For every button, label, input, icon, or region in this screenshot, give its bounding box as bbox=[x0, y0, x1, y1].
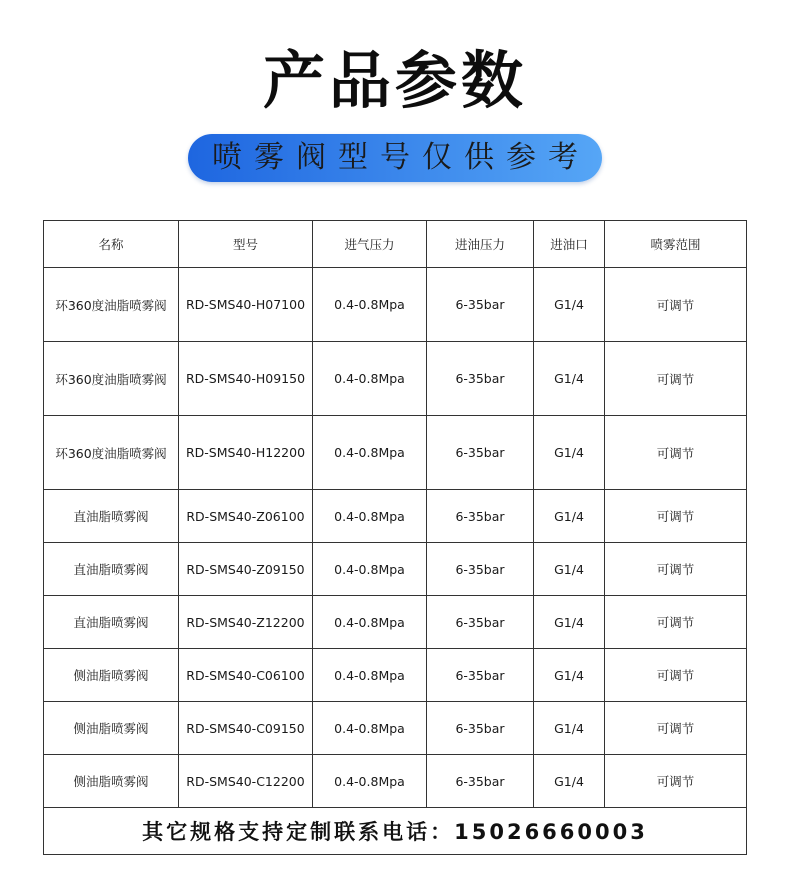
contact-note: 其它规格支持定制联系电话：15026660003 bbox=[44, 808, 747, 855]
cell-model: RD-SMS40-C09150 bbox=[179, 702, 313, 755]
spec-table bbox=[43, 220, 747, 855]
cell-spray-range: 可调节 bbox=[605, 596, 747, 649]
cell-spray-range: 可调节 bbox=[605, 416, 747, 490]
cell-air-pressure: 0.4-0.8Mpa bbox=[313, 342, 427, 416]
cell-model: RD-SMS40-Z06100 bbox=[179, 490, 313, 543]
cell-oil-pressure: 6-35bar bbox=[427, 649, 534, 702]
cell-oil-inlet: G1/4 bbox=[534, 416, 605, 490]
cell-spray-range: 可调节 bbox=[605, 268, 747, 342]
cell-model: RD-SMS40-Z09150 bbox=[179, 543, 313, 596]
cell-oil-inlet: G1/4 bbox=[534, 596, 605, 649]
cell-oil-inlet: G1/4 bbox=[534, 490, 605, 543]
table-row bbox=[44, 649, 747, 702]
cell-name: 环360度油脂喷雾阀 bbox=[44, 416, 179, 490]
cell-name: 直油脂喷雾阀 bbox=[44, 596, 179, 649]
cell-oil-pressure: 6-35bar bbox=[427, 755, 534, 808]
cell-oil-inlet: G1/4 bbox=[534, 649, 605, 702]
cell-air-pressure: 0.4-0.8Mpa bbox=[313, 649, 427, 702]
cell-oil-inlet: G1/4 bbox=[534, 755, 605, 808]
cell-oil-inlet: G1/4 bbox=[534, 268, 605, 342]
column-header-spray-range: 喷雾范围 bbox=[605, 221, 747, 268]
table-row bbox=[44, 702, 747, 755]
subtitle-banner bbox=[188, 134, 602, 182]
cell-spray-range: 可调节 bbox=[605, 649, 747, 702]
cell-oil-pressure: 6-35bar bbox=[427, 268, 534, 342]
cell-name: 直油脂喷雾阀 bbox=[44, 490, 179, 543]
table-row bbox=[44, 596, 747, 649]
cell-model: RD-SMS40-H09150 bbox=[179, 342, 313, 416]
cell-air-pressure: 0.4-0.8Mpa bbox=[313, 268, 427, 342]
cell-name: 环360度油脂喷雾阀 bbox=[44, 342, 179, 416]
cell-name: 侧油脂喷雾阀 bbox=[44, 702, 179, 755]
cell-oil-pressure: 6-35bar bbox=[427, 416, 534, 490]
cell-model: RD-SMS40-C06100 bbox=[179, 649, 313, 702]
cell-model: RD-SMS40-H12200 bbox=[179, 416, 313, 490]
cell-spray-range: 可调节 bbox=[605, 490, 747, 543]
column-header-oil-pressure: 进油压力 bbox=[427, 221, 534, 268]
cell-oil-inlet: G1/4 bbox=[534, 702, 605, 755]
cell-air-pressure: 0.4-0.8Mpa bbox=[313, 596, 427, 649]
cell-oil-pressure: 6-35bar bbox=[427, 596, 534, 649]
column-header-air-pressure: 进气压力 bbox=[313, 221, 427, 268]
cell-spray-range: 可调节 bbox=[605, 342, 747, 416]
cell-model: RD-SMS40-H07100 bbox=[179, 268, 313, 342]
cell-spray-range: 可调节 bbox=[605, 702, 747, 755]
cell-air-pressure: 0.4-0.8Mpa bbox=[313, 416, 427, 490]
table-footer-row bbox=[44, 808, 747, 855]
column-header-oil-inlet: 进油口 bbox=[534, 221, 605, 268]
cell-air-pressure: 0.4-0.8Mpa bbox=[313, 543, 427, 596]
table-row bbox=[44, 268, 747, 342]
table-row bbox=[44, 543, 747, 596]
column-header-model: 型号 bbox=[179, 221, 313, 268]
cell-spray-range: 可调节 bbox=[605, 543, 747, 596]
cell-oil-pressure: 6-35bar bbox=[427, 342, 534, 416]
cell-oil-pressure: 6-35bar bbox=[427, 543, 534, 596]
cell-oil-inlet: G1/4 bbox=[534, 342, 605, 416]
cell-name: 直油脂喷雾阀 bbox=[44, 543, 179, 596]
cell-model: RD-SMS40-C12200 bbox=[179, 755, 313, 808]
cell-air-pressure: 0.4-0.8Mpa bbox=[313, 490, 427, 543]
table-row bbox=[44, 416, 747, 490]
cell-air-pressure: 0.4-0.8Mpa bbox=[313, 702, 427, 755]
cell-oil-pressure: 6-35bar bbox=[427, 702, 534, 755]
table-row bbox=[44, 755, 747, 808]
cell-oil-pressure: 6-35bar bbox=[427, 490, 534, 543]
column-header-name: 名称 bbox=[44, 221, 179, 268]
table-row bbox=[44, 490, 747, 543]
cell-name: 侧油脂喷雾阀 bbox=[44, 755, 179, 808]
cell-oil-inlet: G1/4 bbox=[534, 543, 605, 596]
cell-air-pressure: 0.4-0.8Mpa bbox=[313, 755, 427, 808]
cell-model: RD-SMS40-Z12200 bbox=[179, 596, 313, 649]
subtitle-text: 喷雾阀型号仅供参考 bbox=[212, 140, 590, 175]
cell-name: 环360度油脂喷雾阀 bbox=[44, 268, 179, 342]
table-row bbox=[44, 342, 747, 416]
table-header-row bbox=[44, 221, 747, 268]
cell-spray-range: 可调节 bbox=[605, 755, 747, 808]
cell-name: 侧油脂喷雾阀 bbox=[44, 649, 179, 702]
page-title: 产品参数 bbox=[262, 44, 527, 117]
